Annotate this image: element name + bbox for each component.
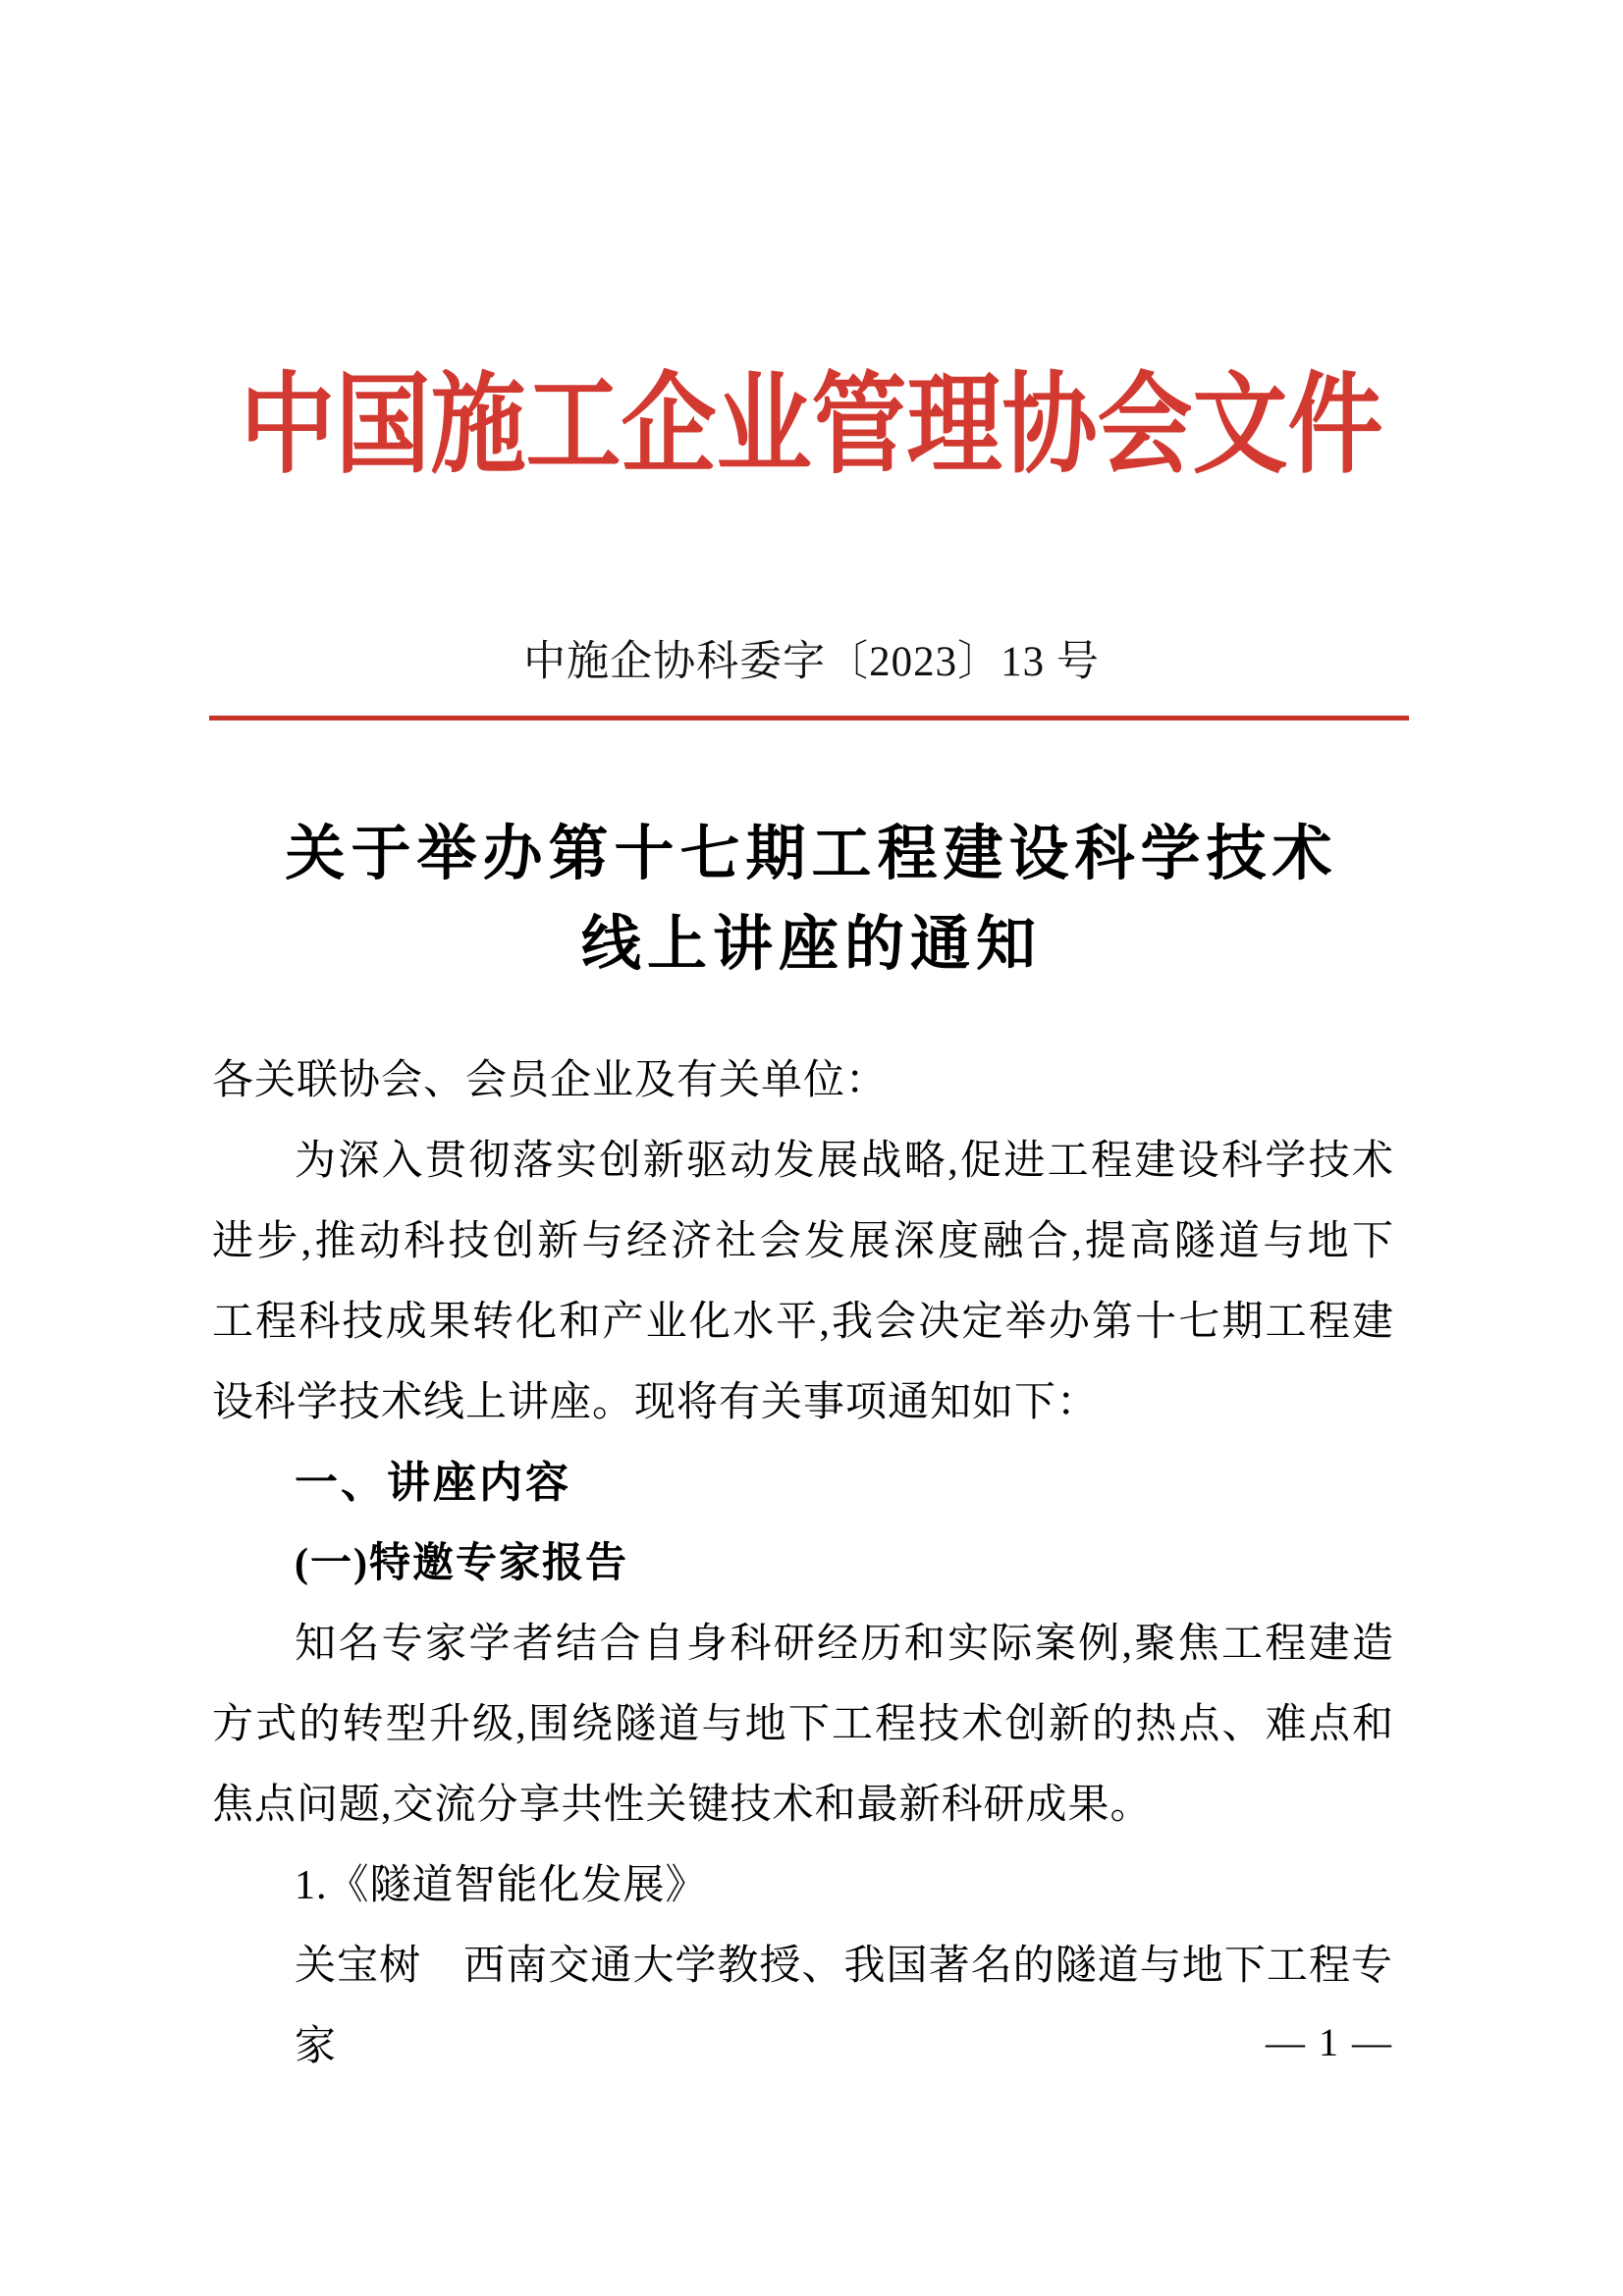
red-divider-rule (209, 716, 1409, 721)
document-body (212, 1041, 1393, 2069)
document-title (0, 810, 1623, 990)
page-number: — 1 — (1266, 2020, 1393, 2064)
body-line: 设科学技术线上讲座。现将有关事项通知如下： (212, 1380, 1100, 1425)
document-title-line-2: 线上讲座的通知 (580, 912, 1042, 978)
body-line: 为深入贯彻落实创新驱动发展战略,促进工程建设科学技术 (295, 1139, 1393, 1184)
body-line: 一、讲座内容 (295, 1459, 571, 1507)
body-line: 方式的转型升级,围绕隧道与地下工程技术创新的热点、难点和 (212, 1702, 1393, 1747)
body-line: 关宝树 西南交通大学教授、我国著名的隧道与地下工程专家 (295, 1944, 1393, 2069)
body-line: 工程科技成果转化和产业化水平,我会决定举办第十七期工程建 (212, 1300, 1393, 1345)
body-line: 知名专家学者结合自身科研经历和实际案例,聚焦工程建造 (295, 1622, 1393, 1667)
document-reference-number: 中施企协科委字〔2023〕13 号 (523, 639, 1100, 685)
body-line: 焦点问题,交流分享共性关键技术和最新科研成果。 (212, 1783, 1153, 1828)
body-line: 1.《隧道智能化发展》 (295, 1863, 708, 1908)
body-line: 进步,推动科技创新与经济社会发展深度融合,提高隧道与地下 (212, 1219, 1393, 1264)
document-title-line-1: 关于举办第十七期工程建设科学技术 (285, 822, 1338, 887)
body-line: 各关联协会、会员企业及有关单位： (212, 1058, 889, 1103)
body-line: (一)特邀专家报告 (295, 1541, 628, 1586)
masthead-title: 中国施工企业管理协会文件 (240, 365, 1383, 487)
